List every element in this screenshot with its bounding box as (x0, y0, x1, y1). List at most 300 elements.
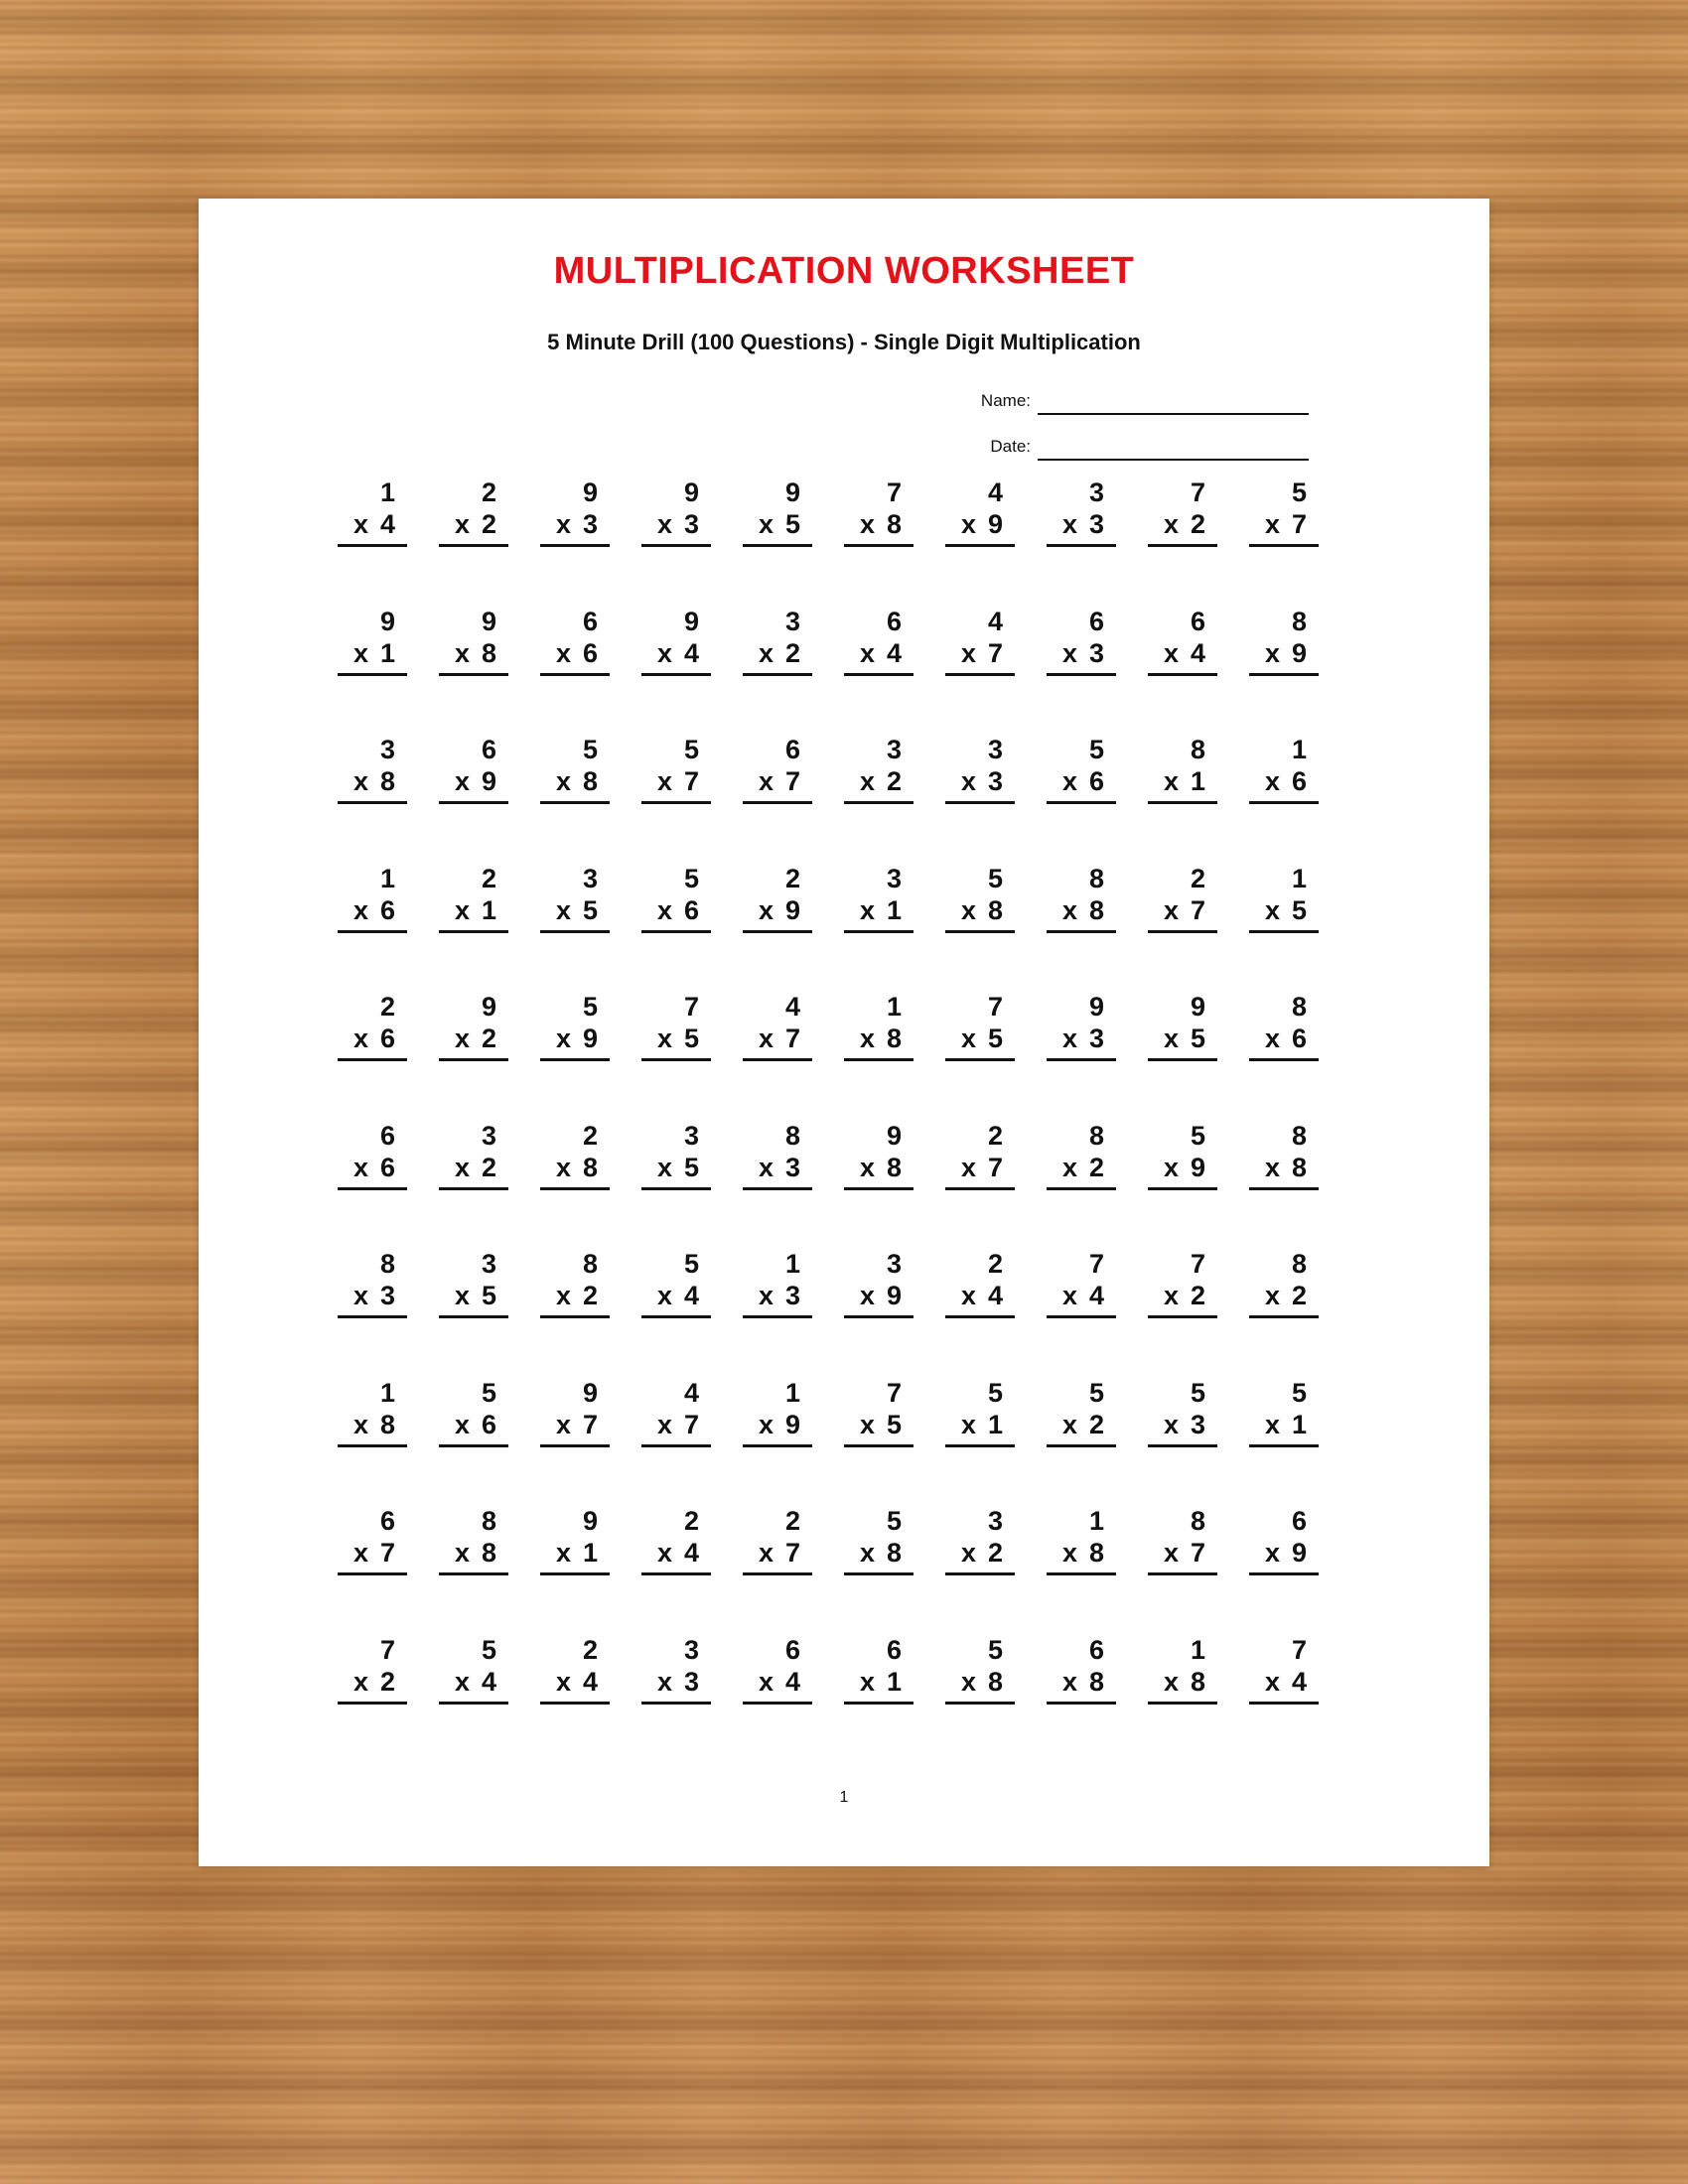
times-operator: x (656, 1152, 672, 1182)
multiplier-line (1062, 508, 1104, 540)
multiplier-line (759, 1152, 800, 1183)
multiplier-line (1164, 1280, 1205, 1311)
multiplicand: 5 (1291, 1377, 1307, 1408)
multiplicand: 5 (886, 1506, 902, 1536)
multiplier: 2 (1291, 1281, 1307, 1310)
answer-line (338, 544, 407, 547)
problem-73 (540, 1377, 610, 1466)
worksheet-title: MULTIPLICATION WORKSHEET (553, 250, 1135, 292)
multiplier: 9 (1291, 637, 1307, 668)
answer-line (743, 1187, 812, 1190)
problem-grid (338, 477, 1350, 1762)
multiplier-line (1062, 1537, 1104, 1569)
times-operator: x (352, 1024, 368, 1053)
times-operator: x (859, 1666, 875, 1697)
answer-line (540, 1187, 610, 1190)
multiplicand: 6 (582, 606, 598, 636)
times-operator: x (1163, 1281, 1179, 1310)
times-operator: x (758, 1024, 774, 1053)
times-operator: x (454, 1409, 470, 1439)
problem-52 (439, 1120, 508, 1209)
problem-18 (1047, 606, 1116, 695)
multiplier: 8 (481, 1538, 496, 1568)
multiplier-line (1265, 1666, 1307, 1698)
answer-line (1047, 801, 1116, 804)
multiplier: 7 (379, 1538, 395, 1568)
answer-line (439, 1702, 508, 1705)
answer-line (1047, 544, 1116, 547)
multiplier-line (860, 508, 902, 540)
multiplier-line (860, 894, 902, 926)
multiplier: 7 (784, 1024, 800, 1053)
answer-line (1047, 673, 1116, 676)
multiplier: 3 (784, 1281, 800, 1310)
multiplier: 4 (1088, 1281, 1104, 1310)
multiplier-line (455, 894, 496, 926)
multiplier: 4 (683, 1281, 699, 1310)
multiplier-line (759, 1537, 800, 1569)
problem-8 (1047, 477, 1116, 566)
problem-68 (1047, 1248, 1116, 1337)
problem-45 (743, 991, 812, 1080)
problem-26 (844, 734, 914, 823)
answer-line (439, 1315, 508, 1318)
problem-25 (743, 734, 812, 823)
multiplicand: 3 (784, 606, 800, 636)
times-operator: x (454, 766, 470, 796)
multiplicand: 7 (1088, 1249, 1104, 1279)
problem-30 (1249, 734, 1319, 823)
multiplier: 4 (683, 637, 699, 668)
multiplicand: 4 (784, 992, 800, 1022)
multiplicand: 3 (683, 1120, 699, 1151)
answer-line (338, 1058, 407, 1061)
times-operator: x (352, 637, 368, 668)
problem-89 (1148, 1505, 1217, 1594)
multiplier: 8 (582, 766, 598, 796)
times-operator: x (1061, 1666, 1077, 1697)
multiplicand: 2 (987, 1120, 1003, 1151)
answer-line (1249, 1702, 1319, 1705)
multiplier: 8 (1190, 1666, 1205, 1697)
multiplier-line (455, 1409, 496, 1440)
problem-78 (1047, 1377, 1116, 1466)
multiplier: 2 (1088, 1409, 1104, 1439)
multiplicand: 9 (582, 1506, 598, 1536)
multiplicand: 9 (683, 606, 699, 636)
multiplier-line (455, 637, 496, 669)
problem-49 (1148, 991, 1217, 1080)
problem-97 (945, 1634, 1015, 1723)
multiplier: 2 (481, 1024, 496, 1053)
multiplicand: 5 (481, 1634, 496, 1665)
answer-line (641, 1315, 711, 1318)
times-operator: x (656, 766, 672, 796)
multiplier-line (860, 1666, 902, 1698)
answer-line (743, 1315, 812, 1318)
multiplier: 8 (987, 894, 1003, 925)
multiplier: 1 (886, 1666, 902, 1697)
multiplier-line (353, 1023, 395, 1054)
answer-line (641, 1702, 711, 1705)
multiplicand: 8 (582, 1249, 598, 1279)
times-operator: x (960, 766, 976, 796)
multiplicand: 3 (683, 1634, 699, 1665)
multiplier-line (1164, 1023, 1205, 1054)
multiplier-line (1164, 1537, 1205, 1569)
problem-72 (439, 1377, 508, 1466)
multiplicand: 2 (784, 1506, 800, 1536)
problem-14 (641, 606, 711, 695)
multiplier-line (353, 637, 395, 669)
multiplicand: 8 (481, 1506, 496, 1536)
problem-31 (338, 863, 407, 952)
multiplier-line (455, 1666, 496, 1698)
multiplier-line (1062, 1409, 1104, 1440)
multiplier: 1 (1190, 766, 1205, 796)
multiplicand: 9 (481, 606, 496, 636)
answer-line (844, 930, 914, 933)
times-operator: x (656, 1024, 672, 1053)
multiplier: 4 (683, 1538, 699, 1568)
multiplier: 3 (987, 766, 1003, 796)
multiplier: 4 (987, 1281, 1003, 1310)
multiplier-line (1164, 765, 1205, 797)
multiplier-line (1164, 1409, 1205, 1440)
times-operator: x (960, 1024, 976, 1053)
times-operator: x (859, 766, 875, 796)
multiplicand: 7 (1291, 1634, 1307, 1665)
times-operator: x (758, 637, 774, 668)
multiplicand: 8 (1190, 735, 1205, 764)
multiplier-line (556, 894, 598, 926)
multiplicand: 9 (1088, 992, 1104, 1022)
problem-34 (641, 863, 711, 952)
multiplicand: 6 (1088, 606, 1104, 636)
problem-1 (338, 477, 407, 566)
multiplicand: 2 (481, 478, 496, 507)
multiplier: 8 (1088, 1666, 1104, 1697)
multiplier: 9 (1291, 1538, 1307, 1568)
problem-41 (338, 991, 407, 1080)
multiplier-line (353, 1537, 395, 1569)
multiplier-line (455, 1280, 496, 1311)
multiplicand: 1 (886, 992, 902, 1022)
times-operator: x (1163, 894, 1179, 925)
times-operator: x (555, 894, 571, 925)
multiplicand: 5 (582, 735, 598, 764)
multiplier: 6 (582, 637, 598, 668)
multiplier: 5 (886, 1409, 902, 1439)
answer-line (338, 1444, 407, 1447)
answer-line (1047, 1702, 1116, 1705)
times-operator: x (960, 1538, 976, 1568)
multiplier-line (1062, 1280, 1104, 1311)
multiplier-line (455, 765, 496, 797)
multiplier: 2 (886, 766, 902, 796)
times-operator: x (656, 509, 672, 539)
problem-95 (743, 1634, 812, 1723)
multiplier: 8 (886, 1024, 902, 1053)
answer-line (1047, 1058, 1116, 1061)
multiplier: 7 (987, 637, 1003, 668)
times-operator: x (758, 1409, 774, 1439)
times-operator: x (555, 1024, 571, 1053)
times-operator: x (859, 1281, 875, 1310)
multiplier-line (860, 765, 902, 797)
multiplicand: 6 (886, 606, 902, 636)
times-operator: x (1061, 1024, 1077, 1053)
times-operator: x (1264, 637, 1280, 668)
problem-43 (540, 991, 610, 1080)
answer-line (1249, 1444, 1319, 1447)
answer-line (540, 801, 610, 804)
problem-59 (1148, 1120, 1217, 1209)
problem-38 (1047, 863, 1116, 952)
answer-line (1148, 1187, 1217, 1190)
times-operator: x (555, 1409, 571, 1439)
multiplier: 9 (987, 509, 1003, 539)
multiplier: 4 (784, 1666, 800, 1697)
multiplier-line (961, 1537, 1003, 1569)
name-label: Name: (980, 391, 1031, 410)
multiplicand: 3 (582, 863, 598, 893)
multiplier-line (556, 765, 598, 797)
problem-83 (540, 1505, 610, 1594)
multiplicand: 1 (784, 1377, 800, 1408)
times-operator: x (555, 1538, 571, 1568)
problem-70 (1249, 1248, 1319, 1337)
problem-81 (338, 1505, 407, 1594)
multiplier: 8 (379, 766, 395, 796)
multiplier: 4 (582, 1666, 598, 1697)
problem-85 (743, 1505, 812, 1594)
answer-line (338, 930, 407, 933)
multiplier: 1 (1291, 1409, 1307, 1439)
multiplier-line (556, 1666, 598, 1698)
answer-line (439, 1058, 508, 1061)
multiplicand: 5 (683, 735, 699, 764)
times-operator: x (859, 1409, 875, 1439)
multiplier-line (961, 637, 1003, 669)
problem-42 (439, 991, 508, 1080)
answer-line (641, 1444, 711, 1447)
answer-line (844, 1315, 914, 1318)
multiplier-line (1164, 894, 1205, 926)
answer-line (945, 1315, 1015, 1318)
times-operator: x (555, 1666, 571, 1697)
answer-line (439, 1187, 508, 1190)
answer-line (439, 544, 508, 547)
times-operator: x (859, 637, 875, 668)
date-field[interactable] (990, 433, 1309, 463)
times-operator: x (758, 509, 774, 539)
multiplicand: 2 (379, 992, 395, 1022)
times-operator: x (454, 1538, 470, 1568)
times-operator: x (1163, 766, 1179, 796)
multiplier: 3 (683, 509, 699, 539)
multiplicand: 2 (582, 1120, 598, 1151)
problem-71 (338, 1377, 407, 1466)
answer-line (540, 1572, 610, 1575)
answer-line (1249, 930, 1319, 933)
answer-line (743, 1444, 812, 1447)
multiplier: 4 (481, 1666, 496, 1697)
multiplicand: 4 (987, 606, 1003, 636)
multiplicand: 8 (1190, 1506, 1205, 1536)
name-field[interactable] (980, 387, 1309, 417)
answer-line (1249, 1058, 1319, 1061)
multiplier-line (1265, 1280, 1307, 1311)
multiplier: 8 (886, 1538, 902, 1568)
answer-line (945, 1572, 1015, 1575)
times-operator: x (758, 1281, 774, 1310)
multiplier-line (860, 1152, 902, 1183)
multiplier-line (1265, 508, 1307, 540)
multiplier-line (1062, 1666, 1104, 1698)
problem-91 (338, 1634, 407, 1723)
multiplicand: 9 (481, 992, 496, 1022)
times-operator: x (758, 894, 774, 925)
date-line (1038, 459, 1309, 462)
problem-48 (1047, 991, 1116, 1080)
times-operator: x (656, 1538, 672, 1568)
answer-line (1148, 1444, 1217, 1447)
times-operator: x (352, 766, 368, 796)
multiplier: 6 (1088, 766, 1104, 796)
multiplier-line (1062, 637, 1104, 669)
multiplier: 6 (379, 894, 395, 925)
answer-line (540, 1702, 610, 1705)
answer-line (439, 1444, 508, 1447)
multiplier: 6 (481, 1409, 496, 1439)
multiplier: 7 (784, 766, 800, 796)
multiplier-line (353, 508, 395, 540)
problem-4 (641, 477, 711, 566)
answer-line (1249, 673, 1319, 676)
multiplier-line (961, 765, 1003, 797)
multiplier-line (961, 508, 1003, 540)
problem-76 (844, 1377, 914, 1466)
problem-60 (1249, 1120, 1319, 1209)
multiplier: 2 (784, 637, 800, 668)
times-operator: x (1264, 1024, 1280, 1053)
times-operator: x (1163, 509, 1179, 539)
multiplier-line (860, 1537, 902, 1569)
answer-line (641, 1187, 711, 1190)
multiplier: 8 (481, 637, 496, 668)
times-operator: x (1061, 894, 1077, 925)
multiplicand: 6 (481, 735, 496, 764)
problem-15 (743, 606, 812, 695)
multiplicand: 3 (886, 1249, 902, 1279)
multiplicand: 2 (481, 863, 496, 893)
multiplier-line (759, 1666, 800, 1698)
answer-line (1148, 1702, 1217, 1705)
times-operator: x (1264, 1666, 1280, 1697)
times-operator: x (454, 1281, 470, 1310)
problem-55 (743, 1120, 812, 1209)
multiplier-line (1164, 1152, 1205, 1183)
multiplicand: 3 (481, 1249, 496, 1279)
multiplicand: 6 (784, 735, 800, 764)
multiplier-line (1062, 765, 1104, 797)
answer-line (439, 801, 508, 804)
answer-line (1148, 673, 1217, 676)
multiplicand: 7 (379, 1634, 395, 1665)
times-operator: x (555, 1281, 571, 1310)
multiplicand: 8 (1291, 992, 1307, 1022)
problem-22 (439, 734, 508, 823)
multiplicand: 8 (1291, 606, 1307, 636)
multiplier: 9 (1190, 1152, 1205, 1182)
problem-7 (945, 477, 1015, 566)
problem-16 (844, 606, 914, 695)
multiplier-line (961, 894, 1003, 926)
problem-46 (844, 991, 914, 1080)
problem-5 (743, 477, 812, 566)
multiplier: 5 (683, 1152, 699, 1182)
multiplicand: 7 (1190, 478, 1205, 507)
worksheet-page (199, 199, 1489, 1866)
problem-44 (641, 991, 711, 1080)
times-operator: x (555, 509, 571, 539)
multiplier: 7 (1190, 1538, 1205, 1568)
times-operator: x (656, 1281, 672, 1310)
multiplier-line (657, 637, 699, 669)
multiplier-line (556, 1152, 598, 1183)
multiplier-line (860, 1409, 902, 1440)
times-operator: x (1061, 766, 1077, 796)
multiplier: 9 (784, 894, 800, 925)
answer-line (844, 1444, 914, 1447)
times-operator: x (454, 509, 470, 539)
multiplier: 8 (582, 1152, 598, 1182)
times-operator: x (1061, 1152, 1077, 1182)
answer-line (1148, 544, 1217, 547)
multiplier: 4 (379, 509, 395, 539)
multiplier-line (556, 1023, 598, 1054)
multiplicand: 2 (784, 863, 800, 893)
multiplicand: 5 (987, 1377, 1003, 1408)
times-operator: x (352, 1409, 368, 1439)
multiplier: 3 (379, 1281, 395, 1310)
times-operator: x (758, 1538, 774, 1568)
multiplier-line (657, 1280, 699, 1311)
multiplicand: 7 (886, 478, 902, 507)
times-operator: x (960, 894, 976, 925)
answer-line (338, 673, 407, 676)
answer-line (743, 673, 812, 676)
answer-line (338, 1187, 407, 1190)
answer-line (641, 544, 711, 547)
multiplier: 4 (1190, 637, 1205, 668)
times-operator: x (960, 637, 976, 668)
answer-line (540, 1058, 610, 1061)
multiplier-line (353, 1280, 395, 1311)
times-operator: x (555, 637, 571, 668)
answer-line (1148, 1315, 1217, 1318)
multiplicand: 3 (987, 735, 1003, 764)
times-operator: x (1264, 1152, 1280, 1182)
date-label: Date: (990, 437, 1031, 456)
problem-2 (439, 477, 508, 566)
multiplicand: 5 (582, 992, 598, 1022)
multiplier-line (556, 637, 598, 669)
name-line (1038, 413, 1309, 416)
answer-line (844, 1702, 914, 1705)
answer-line (844, 1572, 914, 1575)
